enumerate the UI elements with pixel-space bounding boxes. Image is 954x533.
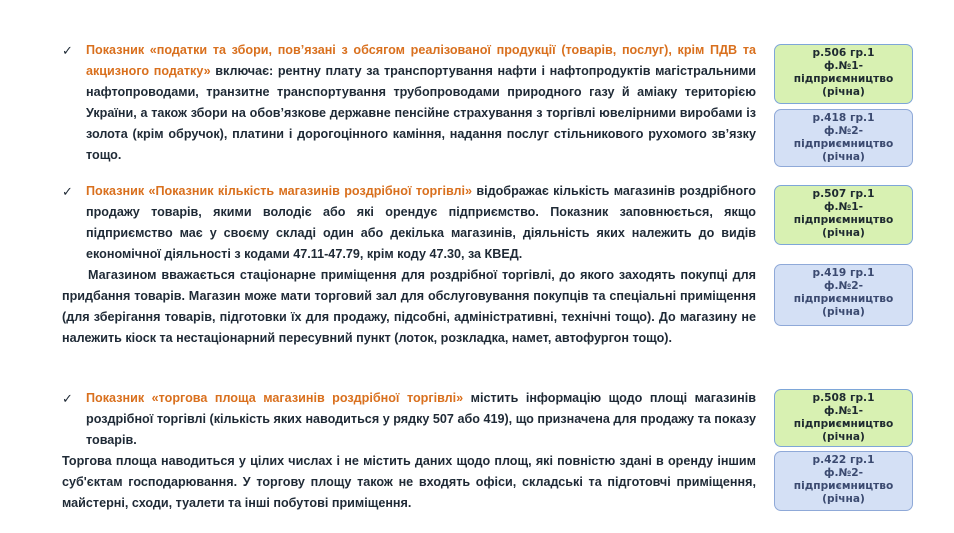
form-reference-badge [774,451,913,511]
badge-period: (річна) [822,493,865,505]
indicator-title: Показник «торгова площа магазинів роздрібної торгівлі» [86,391,464,405]
badge-period: (річна) [822,431,865,443]
checkmark-icon: ✓ [62,391,73,406]
section-trade-area [62,388,756,514]
bullet-stores-count [62,181,756,265]
indicator-title: Показник «Показник кількість магазинів роздрібної торгівлі» [86,184,473,198]
form-reference-badge [774,264,913,326]
form-reference-badge [774,44,913,104]
badge-form: ф.№1- [823,405,864,417]
badge-period: (річна) [822,86,865,98]
trade-area-paragraph: Торгова площа наводиться у цілих числах і не містить даних щодо площ, які повністю здані в оренду іншим суб'єктам господарювання. У торгову площу також не входять офіси, складські та підготовчі приміщення, майстерні, сходи, туалети та інші побутові приміщення. [62,454,756,510]
badge-period: (річна) [822,151,865,163]
badge-period: (річна) [822,227,865,239]
bullet-trade-area [62,388,756,451]
badge-form: ф.№2- [823,467,864,479]
form-reference-badge [774,109,913,167]
indicator-title: Показник «податки та збори, пов’язані з обсягом реалізованої продукції (товарів, послуг), крім ПДВ та акцизного податку» [86,43,756,78]
section-taxes [62,40,756,166]
store-definition-paragraph: Магазином вважається стаціонарне приміщення для роздрібної торгівлі, до якого заходять покупці для придбання товарів. Магазин може мати торговий зал для обслуговування покупців та спеціальні приміщення (для зберігання товарів, підготовки їх для продажу, підсобні, адміністративні, технічні тощо). До магазину не належить кіоск та нестаціонарний пересувний пункт (лоток, розкладка, намет, автофургон тощо). [62,268,756,345]
bullet-taxes [62,40,756,166]
section-stores-count [62,181,756,349]
badge-row: р.419 гр.1 [812,267,875,279]
badge-row: р.507 гр.1 [812,188,875,200]
checkmark-icon: ✓ [62,43,73,58]
badge-form: ф.№2- [823,125,864,137]
badge-period: (річна) [822,306,865,318]
form-reference-badge [774,185,913,245]
badge-type: підприємництво [793,293,894,305]
badge-row: р.418 гр.1 [812,112,875,124]
indicator-description: включає: рентну плату за транспортування нафти і нафтопродуктів магістральними нафтопроводами, транзитне транспортування трубопроводами природного газу й аміаку територією України, а також збори на обов’язкове державне пенсійне страхування з торгівлі ювелірними виробами із золота (крім обручок), платини і дорогоцінного каміння, надання послуг стільникового рухомого зв’язку тощо. [86,64,756,162]
badge-row: р.508 гр.1 [812,392,875,404]
badge-type: підприємництво [793,73,894,85]
badge-form: ф.№2- [823,280,864,292]
badge-form: ф.№1- [823,60,864,72]
indicator-description: містить інформацію щодо площі магазинів роздрібної торгівлі (кількість яких наводиться у рядку 507 або 419), що призначена для продажу та показу товарів. [86,391,756,447]
checkmark-icon: ✓ [62,184,73,199]
indicator-description: відображає кількість магазинів роздрібного продажу товарів, якими володіє або які орендує підприємство. Показник заповнюється, якщо підприємство має у своєму складі один або декілька магазинів, діяльність яких належить до видів економічної діяльності з кодами 47.11-47.79, крім коду 47.30, за КВЕД. [86,184,756,261]
badge-row: р.506 гр.1 [812,47,875,59]
badge-type: підприємництво [793,214,894,226]
form-reference-badge [774,389,913,447]
badge-row: р.422 гр.1 [812,454,875,466]
badge-type: підприємництво [793,418,894,430]
badge-form: ф.№1- [823,201,864,213]
badge-type: підприємництво [793,138,894,150]
badge-type: підприємництво [793,480,894,492]
